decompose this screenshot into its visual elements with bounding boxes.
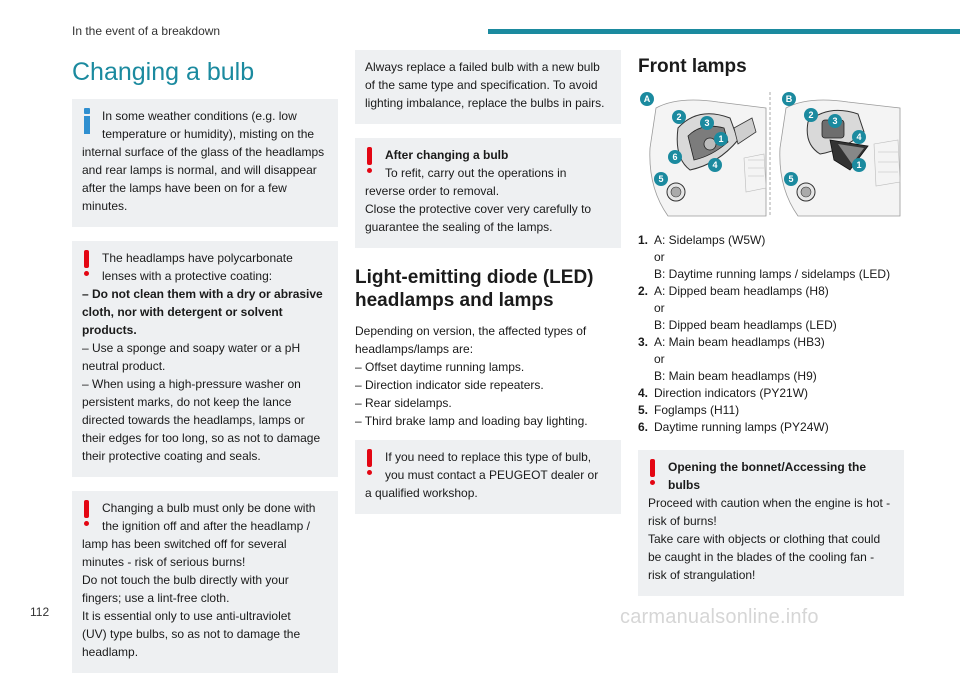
column-1 bbox=[72, 54, 338, 687]
warning-line: Changing a bulb must only be done with bbox=[102, 501, 316, 515]
warning-bold-line: cloth, nor with detergent or solvent bbox=[82, 305, 283, 319]
front-lamps-heading: Front lamps bbox=[638, 56, 747, 77]
warning-bold-line: products. bbox=[82, 323, 137, 337]
list-text: A: Sidelamps (W5W) bbox=[654, 233, 766, 247]
list-item bbox=[638, 402, 904, 419]
warning-line: the ignition off and after the headlamp / bbox=[102, 519, 310, 533]
warning-line: minutes - risk of serious burns! bbox=[82, 555, 246, 569]
list-text: A: Main beam headlamps (HB3) bbox=[654, 335, 825, 349]
diagram-label-a: A bbox=[640, 92, 654, 106]
diagram-label-4: 4 bbox=[708, 158, 722, 172]
list-item bbox=[638, 334, 904, 385]
warning-line: directed towards the headlamps, lamps or bbox=[82, 413, 305, 427]
warning-line: It is essential only to use anti-ultraviolet bbox=[82, 609, 291, 623]
warning-title: Opening the bonnet/Accessing the bbox=[668, 460, 867, 474]
warning-line: their edges for too long, so as not to damage bbox=[82, 431, 321, 445]
info-line: and rear lamps is normal, and will disappear bbox=[82, 163, 317, 177]
info-line: In some weather conditions (e.g. low bbox=[102, 109, 297, 123]
warning-line: persistent marks, do not keep the lance bbox=[82, 395, 292, 409]
front-lamps-diagram bbox=[638, 88, 902, 220]
list-item bbox=[638, 419, 904, 436]
info-line: internal surface of the glass of the headlamps bbox=[82, 145, 325, 159]
heading-line: Light-emitting diode (LED) bbox=[355, 267, 594, 288]
list-text: or bbox=[654, 352, 665, 366]
diagram-label-1b: 1 bbox=[852, 158, 866, 172]
body-line: headlamps/lamps are: bbox=[355, 342, 474, 357]
column-3 bbox=[638, 54, 904, 610]
column-2 bbox=[355, 50, 621, 528]
running-header: In the event of a breakdown bbox=[72, 24, 221, 38]
warning-line: their protective coating and seals. bbox=[82, 449, 261, 463]
list-item bbox=[638, 232, 904, 283]
lamp-list bbox=[638, 232, 904, 436]
warning-icon bbox=[81, 500, 93, 528]
info-icon bbox=[81, 108, 93, 136]
diagram-label-3b: 3 bbox=[828, 114, 842, 128]
warning-line: risk of strangulation! bbox=[648, 568, 756, 582]
note-box-replace-pairs bbox=[355, 50, 621, 124]
warning-line: you must contact a PEUGEOT dealer or bbox=[385, 468, 599, 483]
warning-line: Take care with objects or clothing that could bbox=[648, 532, 881, 546]
warning-line: The headlamps have polycarbonate bbox=[102, 251, 293, 265]
info-box-misting bbox=[72, 99, 338, 227]
warning-line: neutral product. bbox=[82, 359, 166, 373]
list-text: Daytime running lamps (PY24W) bbox=[654, 420, 829, 434]
list-item bbox=[638, 283, 904, 334]
list-item bbox=[638, 385, 904, 402]
warning-line: If you need to replace this type of bulb, bbox=[385, 450, 592, 465]
warning-box-ignition-off bbox=[72, 491, 338, 673]
warning-line: risk of burns! bbox=[648, 514, 717, 528]
warning-icon bbox=[364, 147, 376, 175]
warning-title: After changing a bulb bbox=[385, 148, 509, 162]
warning-icon bbox=[647, 459, 659, 487]
info-line: temperature or humidity), misting on the bbox=[102, 127, 315, 141]
list-text: or bbox=[654, 250, 665, 264]
list-text: B: Daytime running lamps / sidelamps (LED) bbox=[654, 267, 891, 281]
diagram-label-5: 5 bbox=[654, 172, 668, 186]
warning-line: – Use a sponge and soapy water or a pH bbox=[82, 341, 301, 355]
body-line: – Offset daytime running lamps. bbox=[355, 360, 525, 375]
note-line: Always replace a failed bulb with a new bulb bbox=[365, 60, 600, 74]
list-number: 6. bbox=[638, 420, 649, 434]
warning-box-dealer bbox=[355, 440, 621, 514]
list-text: Direction indicators (PY21W) bbox=[654, 386, 809, 400]
warning-line: a qualified workshop. bbox=[365, 486, 478, 501]
diagram-label-2b: 2 bbox=[804, 108, 818, 122]
list-text: Foglamps (H11) bbox=[654, 403, 740, 417]
warning-box-bonnet bbox=[638, 450, 904, 596]
body-line: – Third brake lamp and loading bay lighting. bbox=[355, 414, 588, 429]
body-line: – Direction indicator side repeaters. bbox=[355, 378, 544, 393]
info-line: after the lamps have been on for a few bbox=[82, 181, 287, 195]
list-text: A: Dipped beam headlamps (H8) bbox=[654, 284, 829, 298]
list-number: 2. bbox=[638, 284, 649, 298]
diagram-label-b: B bbox=[782, 92, 796, 106]
note-line: of the same type and specification. To avoid bbox=[365, 78, 598, 92]
body-line: Depending on version, the affected types of bbox=[355, 324, 587, 339]
warning-line: (UV) type bulbs, so as not to damage the bbox=[82, 627, 301, 641]
list-number: 3. bbox=[638, 335, 649, 349]
warning-box-after-changing bbox=[355, 138, 621, 248]
warning-box-polycarbonate bbox=[72, 241, 338, 477]
section-title-changing-bulb: Changing a bulb bbox=[72, 58, 255, 86]
warning-line: headlamp. bbox=[82, 645, 139, 659]
diagram-label-5b: 5 bbox=[784, 172, 798, 186]
list-number: 1. bbox=[638, 233, 649, 247]
warning-line: Proceed with caution when the engine is hot - bbox=[648, 496, 891, 510]
list-number: 4. bbox=[638, 386, 649, 400]
header-accent-bar bbox=[488, 29, 960, 34]
list-text: B: Main beam headlamps (H9) bbox=[654, 369, 817, 383]
warning-line: Close the protective cover very carefully to bbox=[365, 202, 592, 216]
warning-icon bbox=[81, 250, 93, 278]
note-line: lighting imbalance, replace the bulbs in pairs. bbox=[365, 96, 605, 110]
diagram-label-6: 6 bbox=[668, 150, 682, 164]
warning-line: be caught in the blades of the cooling fan - bbox=[648, 550, 875, 564]
warning-line: fingers; use a lint-free cloth. bbox=[82, 591, 230, 605]
diagram-label-4b: 4 bbox=[852, 130, 866, 144]
info-line: minutes. bbox=[82, 199, 128, 213]
warning-line: To refit, carry out the operations in bbox=[385, 166, 567, 180]
led-body-text bbox=[355, 322, 621, 430]
warning-icon bbox=[364, 449, 376, 477]
diagram-label-3: 3 bbox=[700, 116, 714, 130]
heading-line: headlamps and lamps bbox=[355, 290, 554, 312]
diagram-label-1: 1 bbox=[714, 132, 728, 146]
warning-line: lamp has been switched off for several bbox=[82, 537, 287, 551]
warning-line: guarantee the sealing of the lamps. bbox=[365, 220, 553, 234]
list-text: B: Dipped beam headlamps (LED) bbox=[654, 318, 837, 332]
led-section-heading bbox=[355, 266, 621, 312]
warning-bold-line: – Do not clean them with a dry or abrasive bbox=[82, 287, 323, 301]
diagram-label-2: 2 bbox=[672, 110, 686, 124]
warning-title: bulbs bbox=[668, 478, 700, 492]
body-line: – Rear sidelamps. bbox=[355, 396, 452, 411]
list-text: or bbox=[654, 301, 665, 315]
list-number: 5. bbox=[638, 403, 649, 417]
warning-line: – When using a high-pressure washer on bbox=[82, 377, 301, 391]
warning-line: reverse order to removal. bbox=[365, 184, 500, 198]
watermark: carmanualsonline.info bbox=[620, 606, 819, 628]
warning-line: lenses with a protective coating: bbox=[102, 269, 273, 283]
warning-line: Do not touch the bulb directly with your bbox=[82, 573, 289, 587]
page-number: 112 bbox=[30, 605, 50, 619]
